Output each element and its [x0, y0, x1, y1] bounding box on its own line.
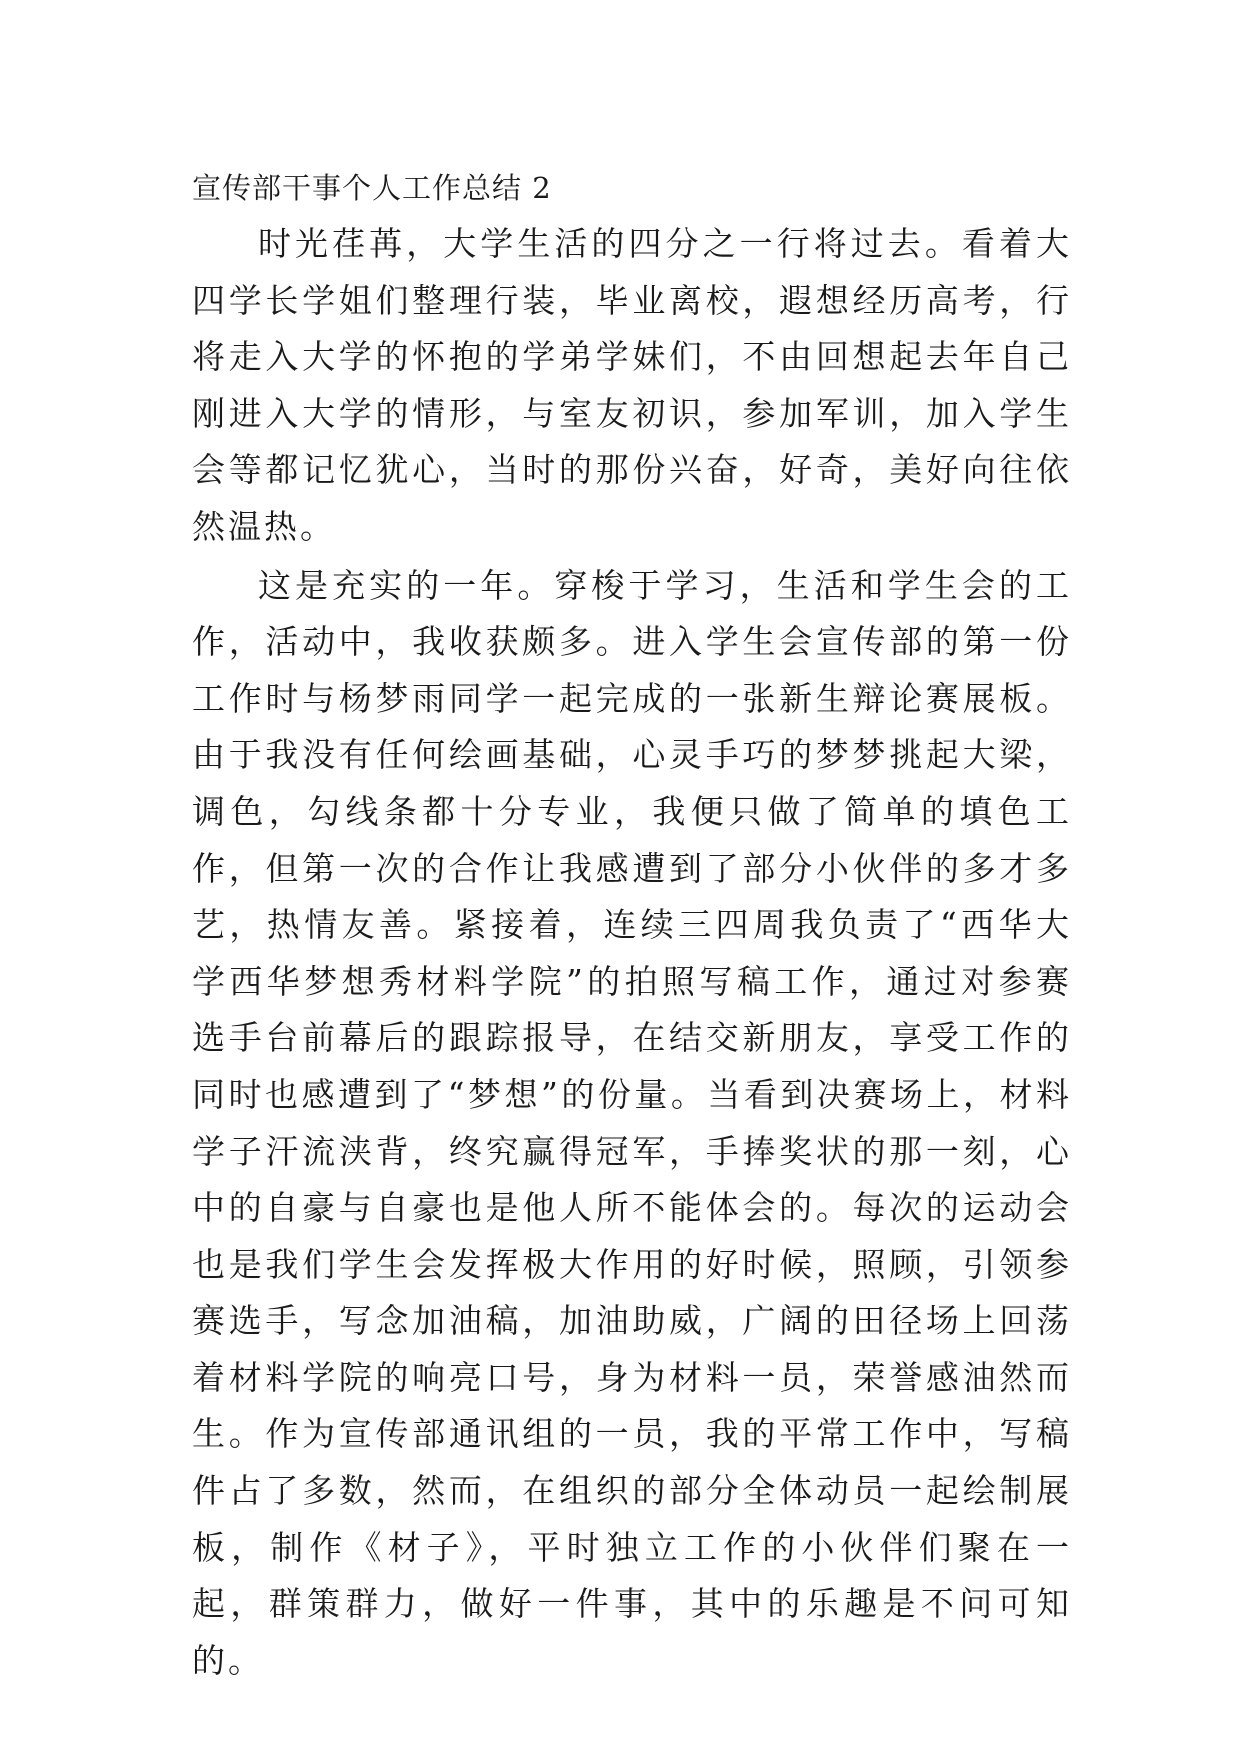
paragraph-2: 这是充实的一年。穿梭于学习，生活和学生会的工作，活动中，我收获颇多。进入学生会宣传部的第一份工作时与杨梦雨同学一起完成的一张新生辩论赛展板。由于我没有任何绘画基础，心灵手巧的梦梦挑起大梁，调色，勾线条都十分专业，我便只做了简单的填色工作，但第一次的合作让我感遭到了部分小伙伴的多才多艺，热情友善。紧接着，连续三四周我负责了“西华大学西华梦想秀材料学院”的拍照写稿工作，通过对参赛选手台前幕后的跟踪报导，在结交新朋友，享受工作的同时也感遭到了“梦想”的份量。当看到决赛场上，材料学子汗流浃背，终究赢得冠军，手捧奖状的那一刻，心中的自豪与自豪也是他人所不能体会的。每次的运动会也是我们学生会发挥极大作用的好时候，照顾，引领参赛选手，写念加油稿，加油助威，广阔的田径场上回荡着材料学院的响亮口号，身为材料一员，荣誉感油然而生。作为宣传部通讯组的一员，我的平常工作中，写稿件占了多数，然而，在组织的部分全体动员一起绘制展板，制作《材子》，平时独立工作的小伙伴们聚在一起，群策群力，做好一件事，其中的乐趣是不问可知的。 — [192, 565, 1072, 1680]
document-page — [192, 160, 1072, 1691]
document-title: 宣传部干事个人工作总结 2 — [192, 171, 552, 205]
paragraph-1: 时光荏苒，大学生活的四分之一行将过去。看着大四学长学姐们整理行装，毕业离校，遐想经历高考，行将走入大学的怀抱的学弟学妹们，不由回想起去年自己刚进入大学的情形，与室友初识，参加军训，加入学生会等都记忆犹心，当时的那份兴奋，好奇，美好向往依然温热。 — [192, 224, 1072, 546]
